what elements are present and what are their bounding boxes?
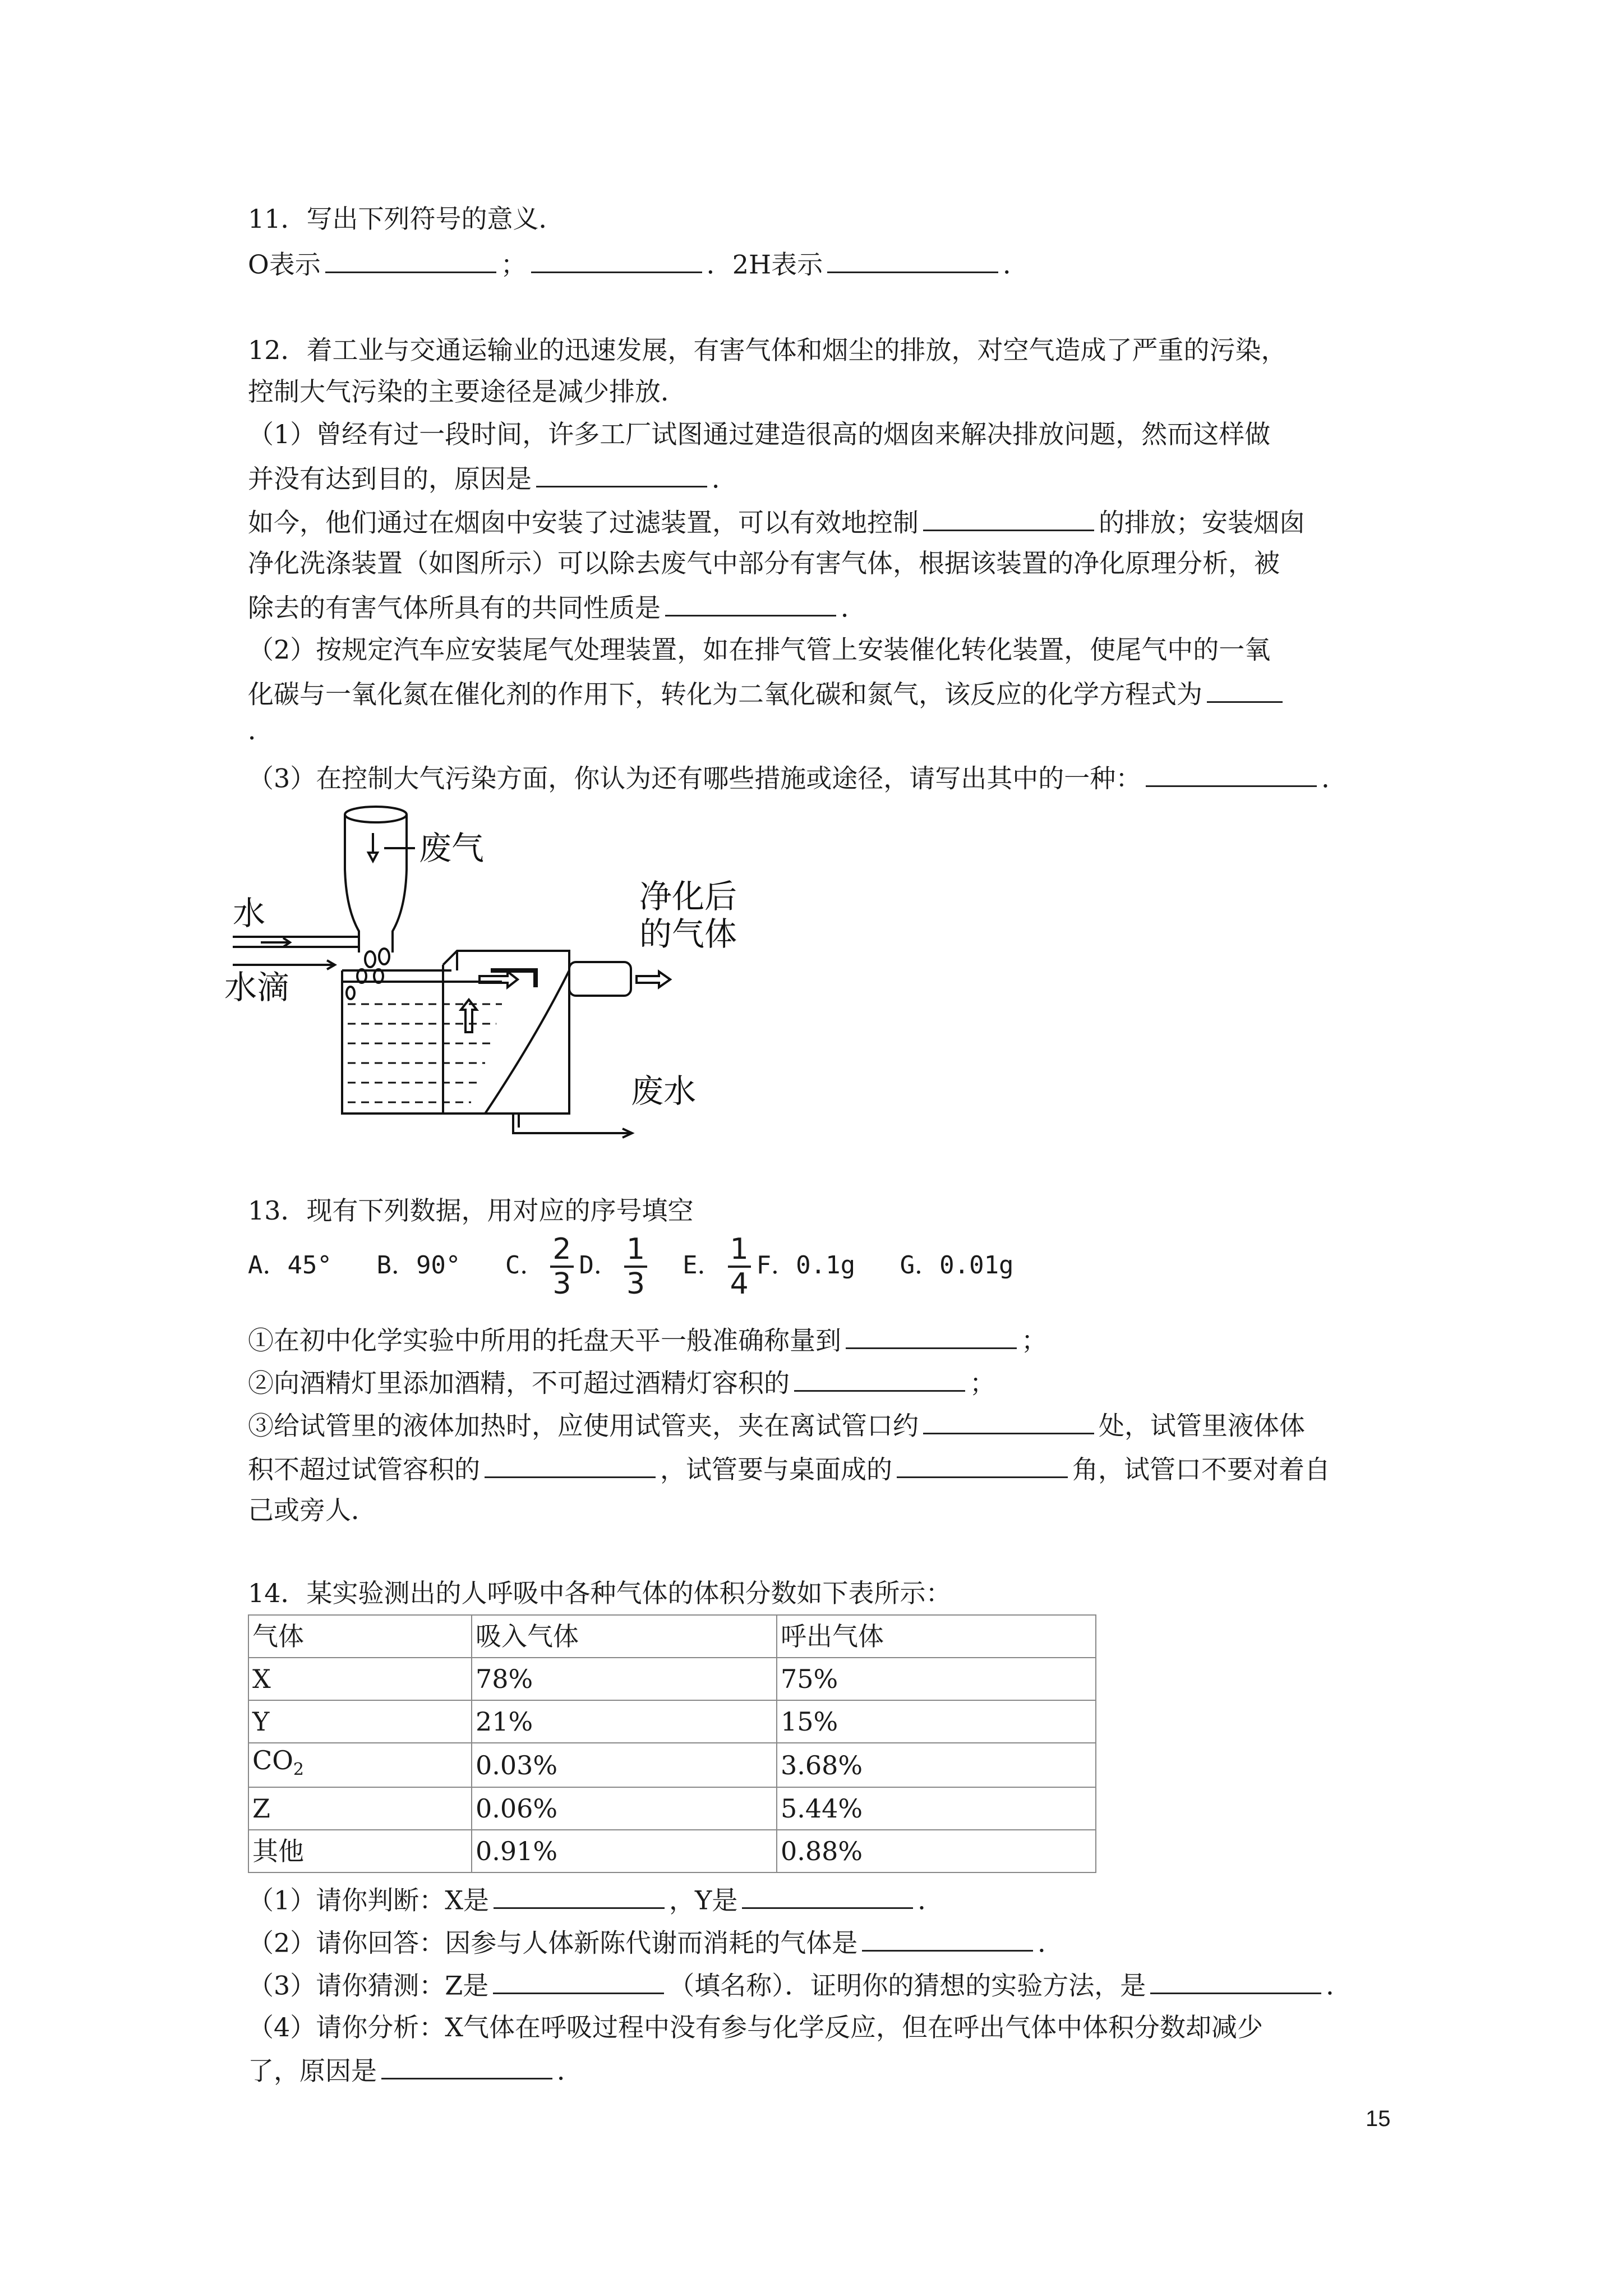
q11-text: ． <box>1003 249 1029 280</box>
q11-text: ．2H表示 <box>706 249 823 280</box>
q14-title: 14．某实验测出的人呼吸中各种气体的体积分数如下表所示： <box>248 1578 952 1608</box>
gas-down-arrow <box>368 833 377 861</box>
answer-blank[interactable] <box>381 2051 552 2079</box>
answer-blank[interactable] <box>494 1880 665 1909</box>
q12-text: 化碳与一氧化氮在催化剂的作用下，转化为二氧化碳和氮气，该反应的化学方程式为 <box>248 679 1202 710</box>
q12-line-1: 12．着工业与交通运输业的迅速发展，有害气体和烟尘的排放，对空气造成了严重的污染， <box>248 335 1287 365</box>
table-header: 气体 <box>248 1615 472 1658</box>
drain-pipe <box>513 1114 631 1133</box>
option-b: B．90° <box>376 1251 461 1280</box>
q13-line-1 <box>248 1320 1047 1358</box>
q13-title: 13．现有下列数据，用对应的序号填空 <box>248 1195 694 1226</box>
answer-blank[interactable] <box>325 245 496 273</box>
fraction-d: $\frac{1}{3}$ <box>624 1233 647 1300</box>
outlet-pipe <box>569 962 631 996</box>
q14-text: （3）请你猜测：Z是 <box>248 1970 489 2001</box>
fraction-c: $\frac{2}{3}$ <box>550 1233 573 1300</box>
q14-text: ． <box>557 2055 583 2086</box>
page-number: 15 <box>1366 2106 1391 2131</box>
q14-text: ． <box>917 1885 944 1916</box>
answer-blank[interactable] <box>1207 674 1283 703</box>
q12-line-2: 控制大气污染的主要途径是减少排放． <box>248 376 686 407</box>
option-a: A．45° <box>248 1251 332 1280</box>
table-row <box>248 1700 1096 1743</box>
table-header: 呼出气体 <box>777 1615 1096 1658</box>
q13-line-5: 己或旁人． <box>248 1495 377 1525</box>
q14-text: 了，原因是 <box>248 2055 377 2086</box>
answer-blank[interactable] <box>536 459 707 487</box>
option-c: C． <box>505 1251 545 1280</box>
q12-line-4 <box>248 459 737 496</box>
table-cell: X <box>248 1658 472 1700</box>
q11-title: 11．写出下列符号的意义． <box>248 204 565 234</box>
q12-text: 的排放；安装烟囱 <box>1099 507 1305 538</box>
outlet-block <box>491 970 536 987</box>
q12-line-6: 净化洗涤装置（如图所示）可以除去废气中部分有害气体，根据该装置的净化原理分析，被 <box>248 548 1280 578</box>
label-water: 水 <box>233 894 266 932</box>
answer-blank[interactable] <box>493 1966 664 1994</box>
answer-blank[interactable] <box>531 245 702 273</box>
q12-text: 如今，他们通过在烟囱中安装了过滤装置，可以有效地控制 <box>248 507 919 538</box>
chimney-right-wall <box>393 815 407 953</box>
q14-line-1 <box>248 1880 943 1918</box>
option-d: D． <box>579 1251 619 1280</box>
label-clean-gas-1: 净化后 <box>639 877 737 915</box>
q12-line-9 <box>248 674 1287 712</box>
q13-line-2 <box>248 1363 995 1401</box>
label-droplets: 水滴 <box>224 968 290 1006</box>
q14-text: （2）请你回答：因参与人体新陈代谢而消耗的气体是 <box>248 1927 858 1958</box>
q12-line-3: （1）曾经有过一段时间，许多工厂试图通过建造很高的烟囱来解决排放问题，然而这样做 <box>248 419 1271 449</box>
q14-text: ． <box>1326 1970 1352 2001</box>
answer-blank[interactable] <box>665 588 836 616</box>
q14-line-5 <box>248 2051 583 2088</box>
table-header-row <box>248 1615 1096 1658</box>
chimney-top <box>345 807 407 822</box>
water-arrow <box>261 938 290 947</box>
table-cell: 0.88% <box>777 1830 1096 1872</box>
table-cell: 3.68% <box>777 1743 1096 1787</box>
q12-line-8: （2）按规定汽车应安装尾气处理装置，如在排气管上安装催化转化装置，使尾气中的一氧 <box>248 634 1271 665</box>
table-cell: 其他 <box>248 1830 472 1872</box>
table-cell: 5.44% <box>777 1787 1096 1830</box>
co2-subscript: 2 <box>293 1760 305 1780</box>
q13-text: 处，试管里液体体 <box>1099 1410 1305 1441</box>
co2-label: CO <box>252 1745 293 1775</box>
tank-body <box>342 970 508 1114</box>
table-header: 吸入气体 <box>472 1615 777 1658</box>
option-f: F．0.1g <box>756 1251 856 1280</box>
q12-text: ． <box>712 463 737 494</box>
label-waste-water: 废水 <box>631 1072 697 1110</box>
q13-text: ，试管要与桌面成的 <box>660 1454 892 1485</box>
chimney-left-wall <box>345 815 359 953</box>
q14-text: ． <box>1038 1927 1064 1958</box>
table-row <box>248 1787 1096 1830</box>
baffle <box>485 970 569 1114</box>
q12-text: 并没有达到目的，原因是 <box>248 463 532 494</box>
q13-text: 积不超过试管容积的 <box>248 1454 480 1485</box>
inner-arrow-right <box>479 972 518 987</box>
q12-line-7 <box>248 588 866 625</box>
q13-text: ②向酒精灯里添加酒精，不可超过酒精灯容积的 <box>248 1368 790 1398</box>
q14-line-2 <box>248 1923 1063 1961</box>
q11-text: O表示 <box>248 249 321 280</box>
option-e: E． <box>683 1251 722 1280</box>
q13-line-4 <box>248 1450 1330 1487</box>
answer-blank[interactable] <box>794 1363 965 1392</box>
table-row <box>248 1743 1096 1787</box>
scrubber-diagram <box>222 802 737 1150</box>
answer-blank[interactable] <box>923 503 1094 531</box>
answer-blank[interactable] <box>862 1923 1033 1952</box>
fraction-e: $\frac{1}{4}$ <box>728 1233 751 1300</box>
q12-text: ． <box>841 592 866 623</box>
q13-line-3 <box>248 1406 1305 1443</box>
q12-text: （3）在控制大气污染方面，你认为还有哪些措施或途径，请写出其中的一种： <box>248 763 1142 794</box>
answer-blank[interactable] <box>485 1450 656 1478</box>
q12-line-10: ． <box>248 715 274 746</box>
table-cell: 0.03% <box>472 1743 777 1787</box>
water-hatching <box>348 1004 502 1102</box>
q14-line-4: （4）请你分析：X气体在呼吸过程中没有参与化学反应，但在呼出气体中体积分数却减少 <box>248 2012 1264 2042</box>
q13-text: ③给试管里的液体加热时，应使用试管夹，夹在离试管口约 <box>248 1410 919 1441</box>
q14-line-3 <box>248 1966 1352 2003</box>
table-row <box>248 1658 1096 1700</box>
label-clean-gas-2: 的气体 <box>639 915 737 953</box>
answer-blank[interactable] <box>742 1880 913 1909</box>
q11-line <box>248 245 1029 282</box>
q12-text: 除去的有害气体所具有的共同性质是 <box>248 592 661 623</box>
table-cell: 21% <box>472 1700 777 1743</box>
answer-blank[interactable] <box>897 1450 1068 1478</box>
answer-blank[interactable] <box>1150 1966 1321 1994</box>
answer-blank[interactable] <box>923 1406 1094 1434</box>
table-cell: Z <box>248 1787 472 1830</box>
q12-line-5 <box>248 503 1305 540</box>
q13-text: ①在初中化学实验中所用的托盘天平一般准确称量到 <box>248 1325 841 1356</box>
table-cell: 15% <box>777 1700 1096 1743</box>
q14-text: （填名称）．证明你的猜想的实验方法，是 <box>668 1970 1146 2001</box>
table-cell: 75% <box>777 1658 1096 1700</box>
option-g: G．0.01g <box>900 1251 1014 1280</box>
gas-table <box>248 1614 1096 1873</box>
q13-options <box>248 1232 1014 1300</box>
q13-text: ； <box>970 1368 995 1398</box>
q11-text: ； <box>500 249 527 280</box>
q12-line-11 <box>248 758 1347 796</box>
answer-blank[interactable] <box>1146 758 1317 787</box>
table-cell <box>248 1743 472 1787</box>
q12-text: ． <box>1321 763 1348 794</box>
table-row <box>248 1830 1096 1872</box>
q14-text: ，Y是 <box>669 1885 738 1916</box>
answer-blank[interactable] <box>846 1320 1017 1349</box>
q13-text: ； <box>1021 1325 1047 1356</box>
label-waste-gas: 废气 <box>419 829 485 867</box>
table-cell: 0.06% <box>472 1787 777 1830</box>
table-cell: 78% <box>472 1658 777 1700</box>
table-cell: Y <box>248 1700 472 1743</box>
table-cell: 0.91% <box>472 1830 777 1872</box>
answer-blank[interactable] <box>827 245 998 273</box>
q14-text: （1）请你判断：X是 <box>248 1885 490 1916</box>
clean-gas-arrow <box>637 972 670 987</box>
q13-text: 角，试管口不要对着自 <box>1072 1454 1330 1485</box>
